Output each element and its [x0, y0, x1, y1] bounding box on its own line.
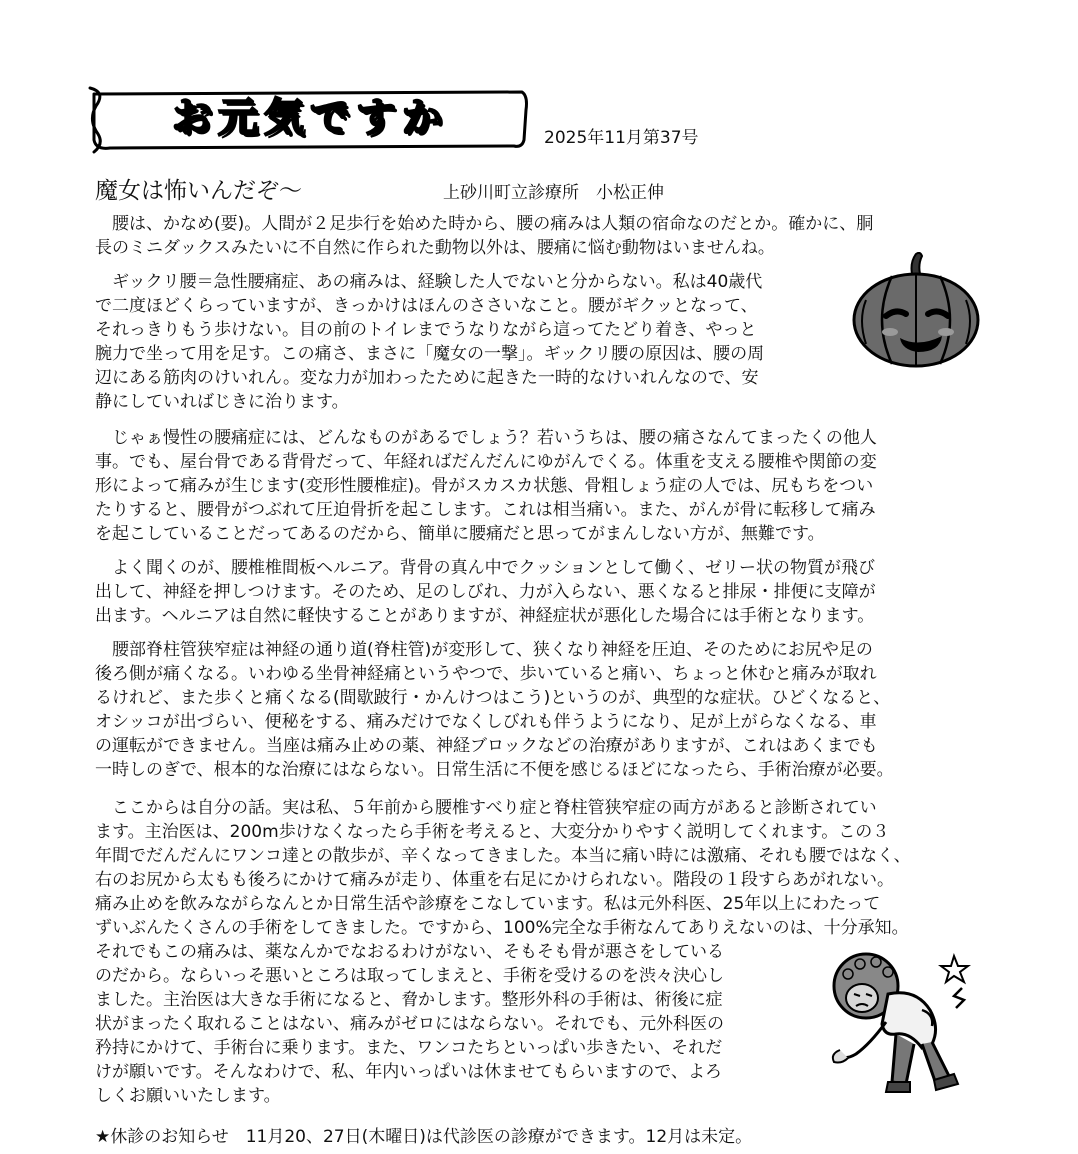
paragraph-6	[95, 796, 911, 1108]
text-line: 静にしていればじきに治ります。	[95, 392, 349, 412]
text-line: 状がまったく取れることはない、痛みがゼロにはならない。それでも、元外科医の	[95, 1014, 724, 1034]
paragraph-5	[95, 638, 894, 782]
text-line: 腰は、かなめ(要)。人間が２足歩行を始めた時から、腰の痛みは人類の宿命なのだとか。確かに、胴	[95, 214, 874, 234]
text-line: 後ろ側が痛くなる。いわゆる坐骨神経痛というやつで、歩いていると痛い、ちょっと休むと痛みが取れ	[95, 664, 877, 684]
text-line: 辺にある筋肉のけいれん。変な力が加わったために起きた一時的なけいれんなので、安	[95, 368, 759, 388]
paragraph-3	[95, 426, 877, 546]
text-line: それっきりもう歩けない。目の前のトイレまでうなりながら這ってたどり着き、やっと	[95, 320, 757, 340]
text-line: 腕力で坐って用を足す。この痛さ、まさに「魔女の一撃」。ギックリ腰の原因は、腰の周	[95, 344, 765, 364]
text-line: ギックリ腰＝急性腰痛症、あの痛みは、経験した人でないと分からない。私は40歳代	[95, 272, 763, 292]
text-line: のだから。ならいっそ悪いところは取ってしまえと、手術を受けるのを渋々決心し	[95, 966, 724, 986]
article-title: 魔女は怖いんだぞ～	[95, 178, 302, 204]
text-line: 事。でも、屋台骨である背骨だって、年経ればだんだんにゆがんでくる。体重を支える腰椎や関節の変	[95, 452, 877, 472]
text-line: 出して、神経を押しつけます。そのため、足のしびれ、力が入らない、悪くなると排尿・排便に支障が	[95, 582, 876, 602]
text-line: 形によって痛みが生じます(変形性腰椎症)。骨がスカスカ状態、骨粗しょう症の人では、尻もちをつい	[95, 476, 874, 496]
text-line: 出ます。ヘルニアは自然に軽快することがありますが、神経症状が悪化した場合には手術となります。	[95, 606, 875, 626]
closure-notice: ★休診のお知らせ 11月20、27日(木曜日)は代診医の診療ができます。12月は未定。	[95, 1127, 753, 1147]
article-author: 上砂川町立診療所 小松正伸	[443, 183, 664, 203]
paragraph-2	[95, 270, 764, 414]
text-line: を起こしていることだってあるのだから、簡単に腰痛だと思ってがまんしない方が、無難です。	[95, 524, 825, 544]
text-line: 腰部脊柱管狭窄症は神経の通り道(脊柱管)が変形して、狭くなり神経を圧迫、そのためにお尻や足の	[95, 640, 873, 660]
text-line: オシッコが出づらい、便秘をする、痛みだけでなくしびれも伴うようになり、足が上がらなくなる、車	[95, 712, 877, 732]
text-line: それでもこの痛みは、薬なんかでなおるわけがない、そもそも骨が悪さをしている	[95, 942, 724, 962]
smiling-pumpkin-icon	[852, 252, 982, 370]
woman-with-back-pain-icon	[826, 944, 976, 1100]
text-line: ここからは自分の話。実は私、５年前から腰椎すべり症と脊柱管狭窄症の両方があると診断されてい	[95, 798, 877, 818]
text-line: 痛み止めを飲みながらなんとか日常生活や診療をこなしています。私は元外科医、25年以上にわたって	[95, 894, 881, 914]
text-line: けが願いです。そんなわけで、私、年内いっぱいは休ませてもらいますので、よろ	[95, 1062, 722, 1082]
masthead	[86, 86, 532, 158]
text-line: ずいぶんたくさんの手術をしてきました。ですから、100%完全な手術なんてありえないのは、十分承知。	[95, 918, 909, 938]
text-line: 矜持にかけて、手術台に乗ります。また、ワンコたちといっぱい歩きたい、それだ	[95, 1038, 723, 1058]
text-line: 右のお尻から太もも後ろにかけて痛みが走り、体重を右足にかけられない。階段の１段すらあがれない。	[95, 870, 894, 890]
text-line: 年間でだんだんにワンコ達との散歩が、辛くなってきました。本当に痛い時には激痛、それも腰ではなく、	[95, 846, 911, 866]
paragraph-1	[95, 212, 873, 260]
text-line: 一時しのぎで、根本的な治療にはならない。日常生活に不便を感じるほどになったら、手術治療が必要。	[95, 760, 894, 780]
text-line: たりすると、腰骨がつぶれて圧迫骨折を起こします。これは相当痛い。また、がんが骨に転移して痛み	[95, 500, 876, 520]
text-line: ます。主治医は、200m歩けなくなったら手術を考えると、大変分かりやすく説明してくれます。この３	[95, 822, 890, 842]
paragraph-4	[95, 556, 876, 628]
text-line: しくお願いいたします。	[95, 1086, 281, 1106]
text-line: るけれど、また歩くと痛くなる(間歇跛行・かんけつはこう)というのが、典型的な症状。ひどくなると、	[95, 688, 891, 708]
text-line: 長のミニダックスみたいに不自然に作られた動物以外は、腰痛に悩む動物はいませんね。	[95, 238, 775, 258]
text-line: の運転ができません。当座は痛み止めの薬、神経ブロックなどの治療がありますが、これはあくまでも	[95, 736, 878, 756]
issue-number: 2025年11月第37号	[544, 128, 699, 148]
text-line: ました。主治医は大きな手術になると、脅かします。整形外科の手術は、術後に症	[95, 990, 723, 1010]
text-line: で二度ほどくらっていますが、きっかけはほんのささいなこと。腰がギクッとなって、	[95, 296, 758, 316]
newsletter-title: お元気ですか	[172, 95, 448, 141]
text-line: じゃぁ慢性の腰痛症には、どんなものがあるでしょう？若いうちは、腰の痛さなんてまったくの他人	[95, 428, 877, 448]
text-line: よく聞くのが、腰椎椎間板ヘルニア。背骨の真ん中でクッションとして働く、ゼリー状の物質が飛び	[95, 558, 875, 578]
